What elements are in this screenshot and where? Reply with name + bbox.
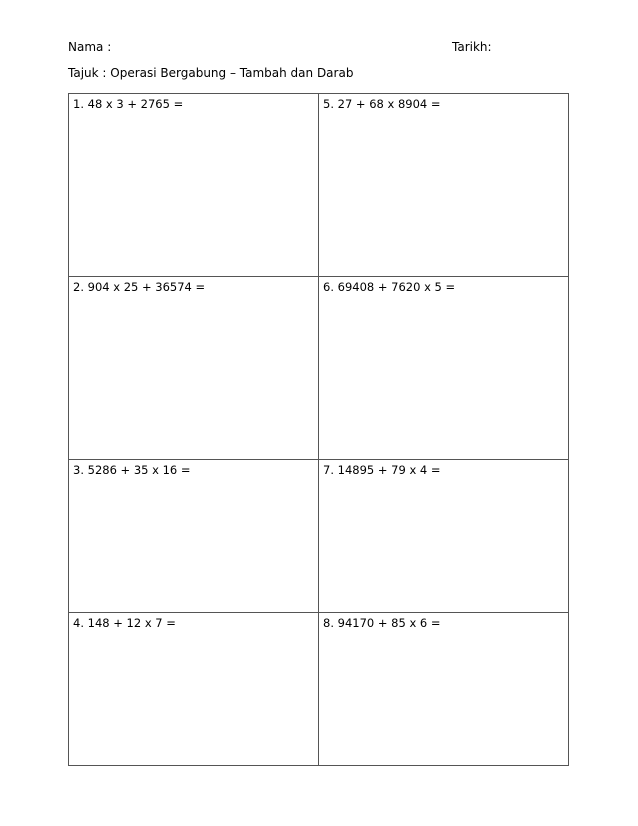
worksheet-title: Tajuk : Operasi Bergabung – Tambah dan Darab — [68, 66, 354, 80]
question-cell-8 — [319, 613, 568, 765]
question-cell-1 — [69, 94, 319, 277]
question-3-text: 3. 5286 + 35 x 16 = — [73, 463, 191, 477]
question-6-text: 6. 69408 + 7620 x 5 = — [323, 280, 456, 294]
date-label: Tarikh: — [452, 40, 492, 54]
question-cell-5 — [319, 94, 568, 277]
question-7-text: 7. 14895 + 79 x 4 = — [323, 463, 441, 477]
question-5-text: 5. 27 + 68 x 8904 = — [323, 97, 441, 111]
question-cell-6 — [319, 277, 568, 460]
question-cell-7 — [319, 460, 568, 613]
question-8-text: 8. 94170 + 85 x 6 = — [323, 616, 441, 630]
question-cell-4 — [69, 613, 319, 765]
question-4-text: 4. 148 + 12 x 7 = — [73, 616, 176, 630]
name-label: Nama : — [68, 40, 112, 54]
question-2-text: 2. 904 x 25 + 36574 = — [73, 280, 206, 294]
question-cell-2 — [69, 277, 319, 460]
question-cell-3 — [69, 460, 319, 613]
question-grid — [68, 93, 569, 766]
question-1-text: 1. 48 x 3 + 2765 = — [73, 97, 184, 111]
